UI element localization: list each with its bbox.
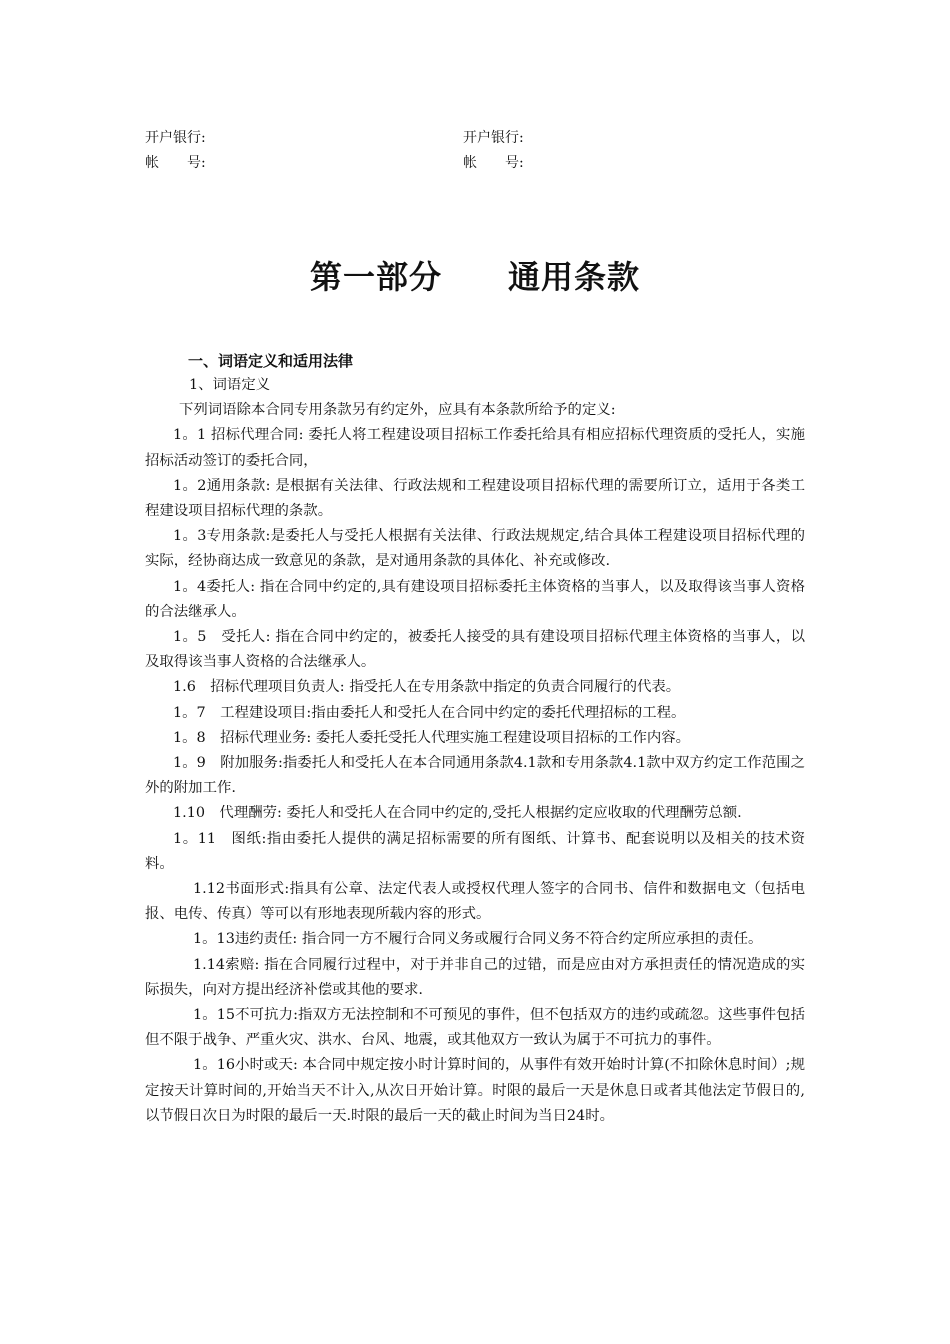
paragraph: 1.10 代理酬劳: 委托人和受托人在合同中约定的,受托人根据约定应收取的代理酬劳总额.	[173, 805, 742, 822]
page-title: 第一部分 通用条款	[309, 258, 640, 296]
paragraph: 1。13违约责任: 指合同一方不履行合同义务或履行合同义务不符合约定所应承担的责任。	[193, 931, 763, 948]
section-heading: 一、词语定义和适用法律	[188, 352, 354, 370]
paragraph: 下列词语除本合同专用条款另有约定外，应具有本条款所给予的定义:	[179, 402, 616, 419]
paragraph: 1。9 附加服务:指委托人和受托人在本合同通用条款4.1款和专用条款4.1款中双方约定工作范围之外的附加工作.	[145, 755, 805, 797]
paragraph: 1。1 招标代理合同: 委托人将工程建设项目招标工作委托给具有相应招标代理资质的受托人，实施招标活动签订的委托合同，	[145, 427, 805, 469]
paragraph: 1.14索赔: 指在合同履行过程中，对于并非自己的过错，而是应由对方承担责任的情况造成的实际损失，向对方提出经济补偿或其他的要求.	[145, 956, 805, 998]
left-account-label: 帐 号:	[145, 155, 206, 171]
paragraph: 1。7 工程建设项目:指由委托人和受托人在合同中约定的委托代理招标的工程。	[173, 704, 686, 721]
document-body	[145, 373, 805, 1129]
right-bank-label: 开户银行:	[463, 130, 524, 146]
paragraph: 1。3专用条款:是委托人与受托人根据有关法律、行政法规规定,结合具体工程建设项目招标代理的实际，经协商达成一致意见的条款，是对通用条款的具体化、补充或修改.	[145, 528, 805, 570]
paragraph: 1、词语定义	[189, 377, 271, 393]
paragraph: 1.6 招标代理项目负责人: 指受托人在专用条款中指定的负责合同履行的代表。	[173, 679, 681, 696]
paragraph: 1.12书面形式:指具有公章、法定代表人或授权代理人签字的合同书、信件和数据电文（包括电报、电传、传真）等可以有形地表现所载内容的形式。	[145, 881, 805, 923]
paragraph: 1。16小时或天: 本合同中规定按小时计算时间的，从事件有效开始时计算(不扣除休息时间）;规定按天计算时间的,开始当天不计入,从次日开始计算。时限的最后一天是休息日或者其他法定节假日的,以节假日次日为时限的最后一天.时限的最后一天的截止时间为当日24时。	[145, 1057, 805, 1124]
paragraph: 1。4委托人: 指在合同中约定的,具有建设项目招标委托主体资格的当事人，以及取得该当事人资格的合法继承人。	[145, 578, 805, 620]
right-account-label: 帐 号:	[463, 155, 524, 171]
left-bank-label: 开户银行:	[145, 130, 206, 146]
paragraph: 1。8 招标代理业务: 委托人委托受托人代理实施工程建设项目招标的工作内容。	[173, 729, 691, 746]
paragraph: 1。2通用条款: 是根据有关法律、行政法规和工程建设项目招标代理的需要所订立，适用于各类工程建设项目招标代理的条款。	[145, 477, 805, 520]
paragraph: 1。15不可抗力:指双方无法控制和不可预见的事件，但不包括双方的违约或疏忽。这些事件包括但不限于战争、严重火灾、洪水、台风、地震，或其他双方一致认为属于不可抗力的事件。	[145, 1007, 805, 1049]
paragraph: 1。5 受托人: 指在合同中约定的，被委托人接受的具有建设项目招标代理主体资格的当事人，以及取得该当事人资格的合法继承人。	[145, 629, 805, 671]
paragraph: 1。11 图纸:指由委托人提供的满足招标需要的所有图纸、计算书、配套说明以及相关的技术资料。	[145, 830, 805, 872]
